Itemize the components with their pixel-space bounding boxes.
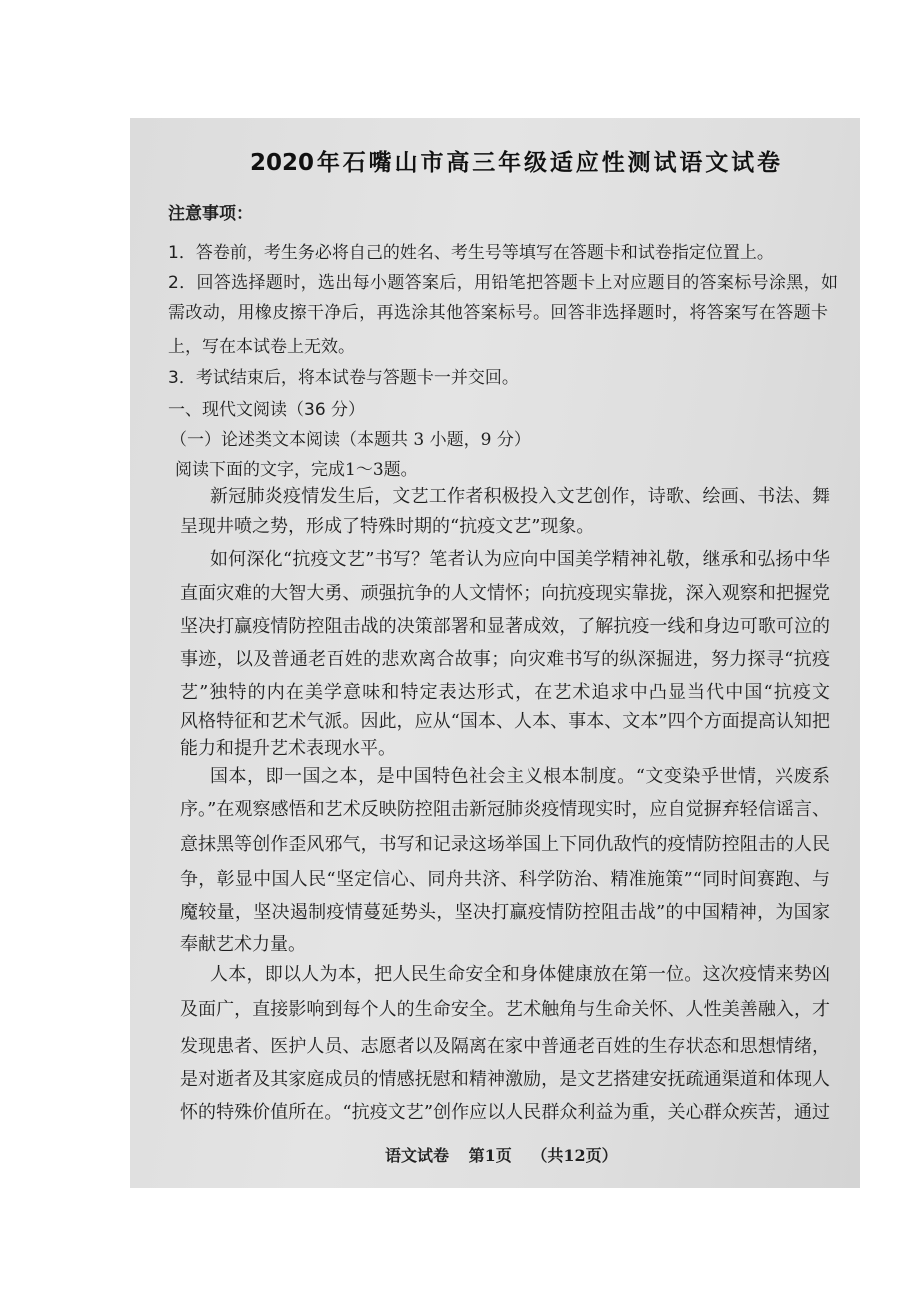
passage-line: 发现患者、医护人员、志愿者以及隔离在家中普通老百姓的生存状态和思想情绪，: [180, 1036, 830, 1057]
section-heading: 一、现代文阅读（36 分）: [168, 400, 366, 420]
notice-line: 2．回答选择题时，选出每小题答案后，用铅笔把答题卡上对应题目的答案标号涂黑，如: [168, 273, 838, 293]
passage-line: 及面广，直接影响到每个人的生命安全。艺术触角与生命关怀、人性美善融入，才: [180, 999, 830, 1020]
notice-heading: 注意事项：: [168, 204, 253, 224]
notice-line: 1．答卷前，考生务必将自己的姓名、考生号等填写在答题卡和试卷指定位置上。: [168, 243, 774, 263]
notice-line: 需改动，用橡皮擦干净后，再选涂其他答案标号。回答非选择题时，将答案写在答题卡: [168, 303, 828, 323]
sub-section-heading: （一）论述类文本阅读（本题共 3 小题，9 分）: [170, 430, 531, 450]
passage-line: 序。”在观察感悟和艺术反映防控阻击新冠肺炎疫情现实时，应自觉摒弃轻信谣言、: [180, 799, 830, 820]
footer-total: （共12页）: [531, 1146, 618, 1165]
passage-line: 奉献艺术力量。: [180, 934, 306, 955]
passage-line: 坚决打赢疫情防控阻击战的决策部署和显著成效，了解抗疫一线和身边可歌可泣的: [180, 616, 830, 637]
passage-line: 艺”独特的内在美学意味和特定表达形式，在艺术追求中凸显当代中国“抗疫文: [180, 682, 830, 703]
passage-line: 意抹黑等创作歪风邪气，书写和记录这场举国上下同仇敌忾的疫情防控阻击的人民: [180, 834, 830, 855]
passage-line: 如何深化“抗疫文艺”书写？笔者认为应向中国美学精神礼敬，继承和弘扬中华: [210, 549, 830, 570]
passage-line: 魔较量，坚决遏制疫情蔓延势头，坚决打赢疫情防控阻击战”的中国精神，为国家: [180, 902, 830, 923]
page-footer: [385, 1143, 618, 1166]
passage-line: 人本，即以人为本，把人民生命安全和身体健康放在第一位。这次疫情来势凶: [210, 964, 830, 985]
passage-line: 直面灾难的大智大勇、顽强抗争的人文情怀；向抗疫现实靠拢，深入观察和把握党: [180, 583, 830, 604]
passage-line: 能力和提升艺术表现水平。: [180, 738, 396, 759]
reading-instruction: 阅读下面的文字，完成1～3题。: [175, 460, 418, 480]
notice-line: 3．考试结束后，将本试卷与答题卡一并交回。: [168, 368, 519, 388]
passage-line: 风格特征和艺术气派。因此，应从“国本、人本、事本、文本”四个方面提高认知把: [180, 711, 830, 732]
passage-line: 事迹，以及普通老百姓的悲欢离合故事；向灾难书写的纵深掘进，努力探寻“抗疫: [180, 649, 830, 670]
passage-line: 争，彰显中国人民“坚定信心、同舟共济、科学防治、精准施策”“同时间赛跑、与: [180, 869, 830, 890]
passage-line: 呈现井喷之势，形成了特殊时期的“抗疫文艺”现象。: [180, 516, 595, 537]
passage-line: 新冠肺炎疫情发生后，文艺工作者积极投入文艺创作，诗歌、绘画、书法、舞: [210, 486, 830, 507]
passage-line: 国本，即一国之本，是中国特色社会主义根本制度。“文变染乎世情，兴废系: [210, 766, 830, 787]
notice-line: 上，写在本试卷上无效。: [168, 337, 355, 357]
footer-subject: 语文试卷: [385, 1146, 450, 1165]
exam-title: 2020年石嘴山市高三年级适应性测试语文试卷: [250, 150, 780, 176]
passage-line: 是对逝者及其家庭成员的情感抚慰和精神激励，是文艺搭建安抚疏通渠道和体现人: [180, 1069, 830, 1090]
footer-page: 第1页: [468, 1146, 512, 1165]
passage-line: 怀的特殊价值所在。“抗疫文艺”创作应以人民群众利益为重，关心群众疾苦，通过: [180, 1102, 830, 1123]
